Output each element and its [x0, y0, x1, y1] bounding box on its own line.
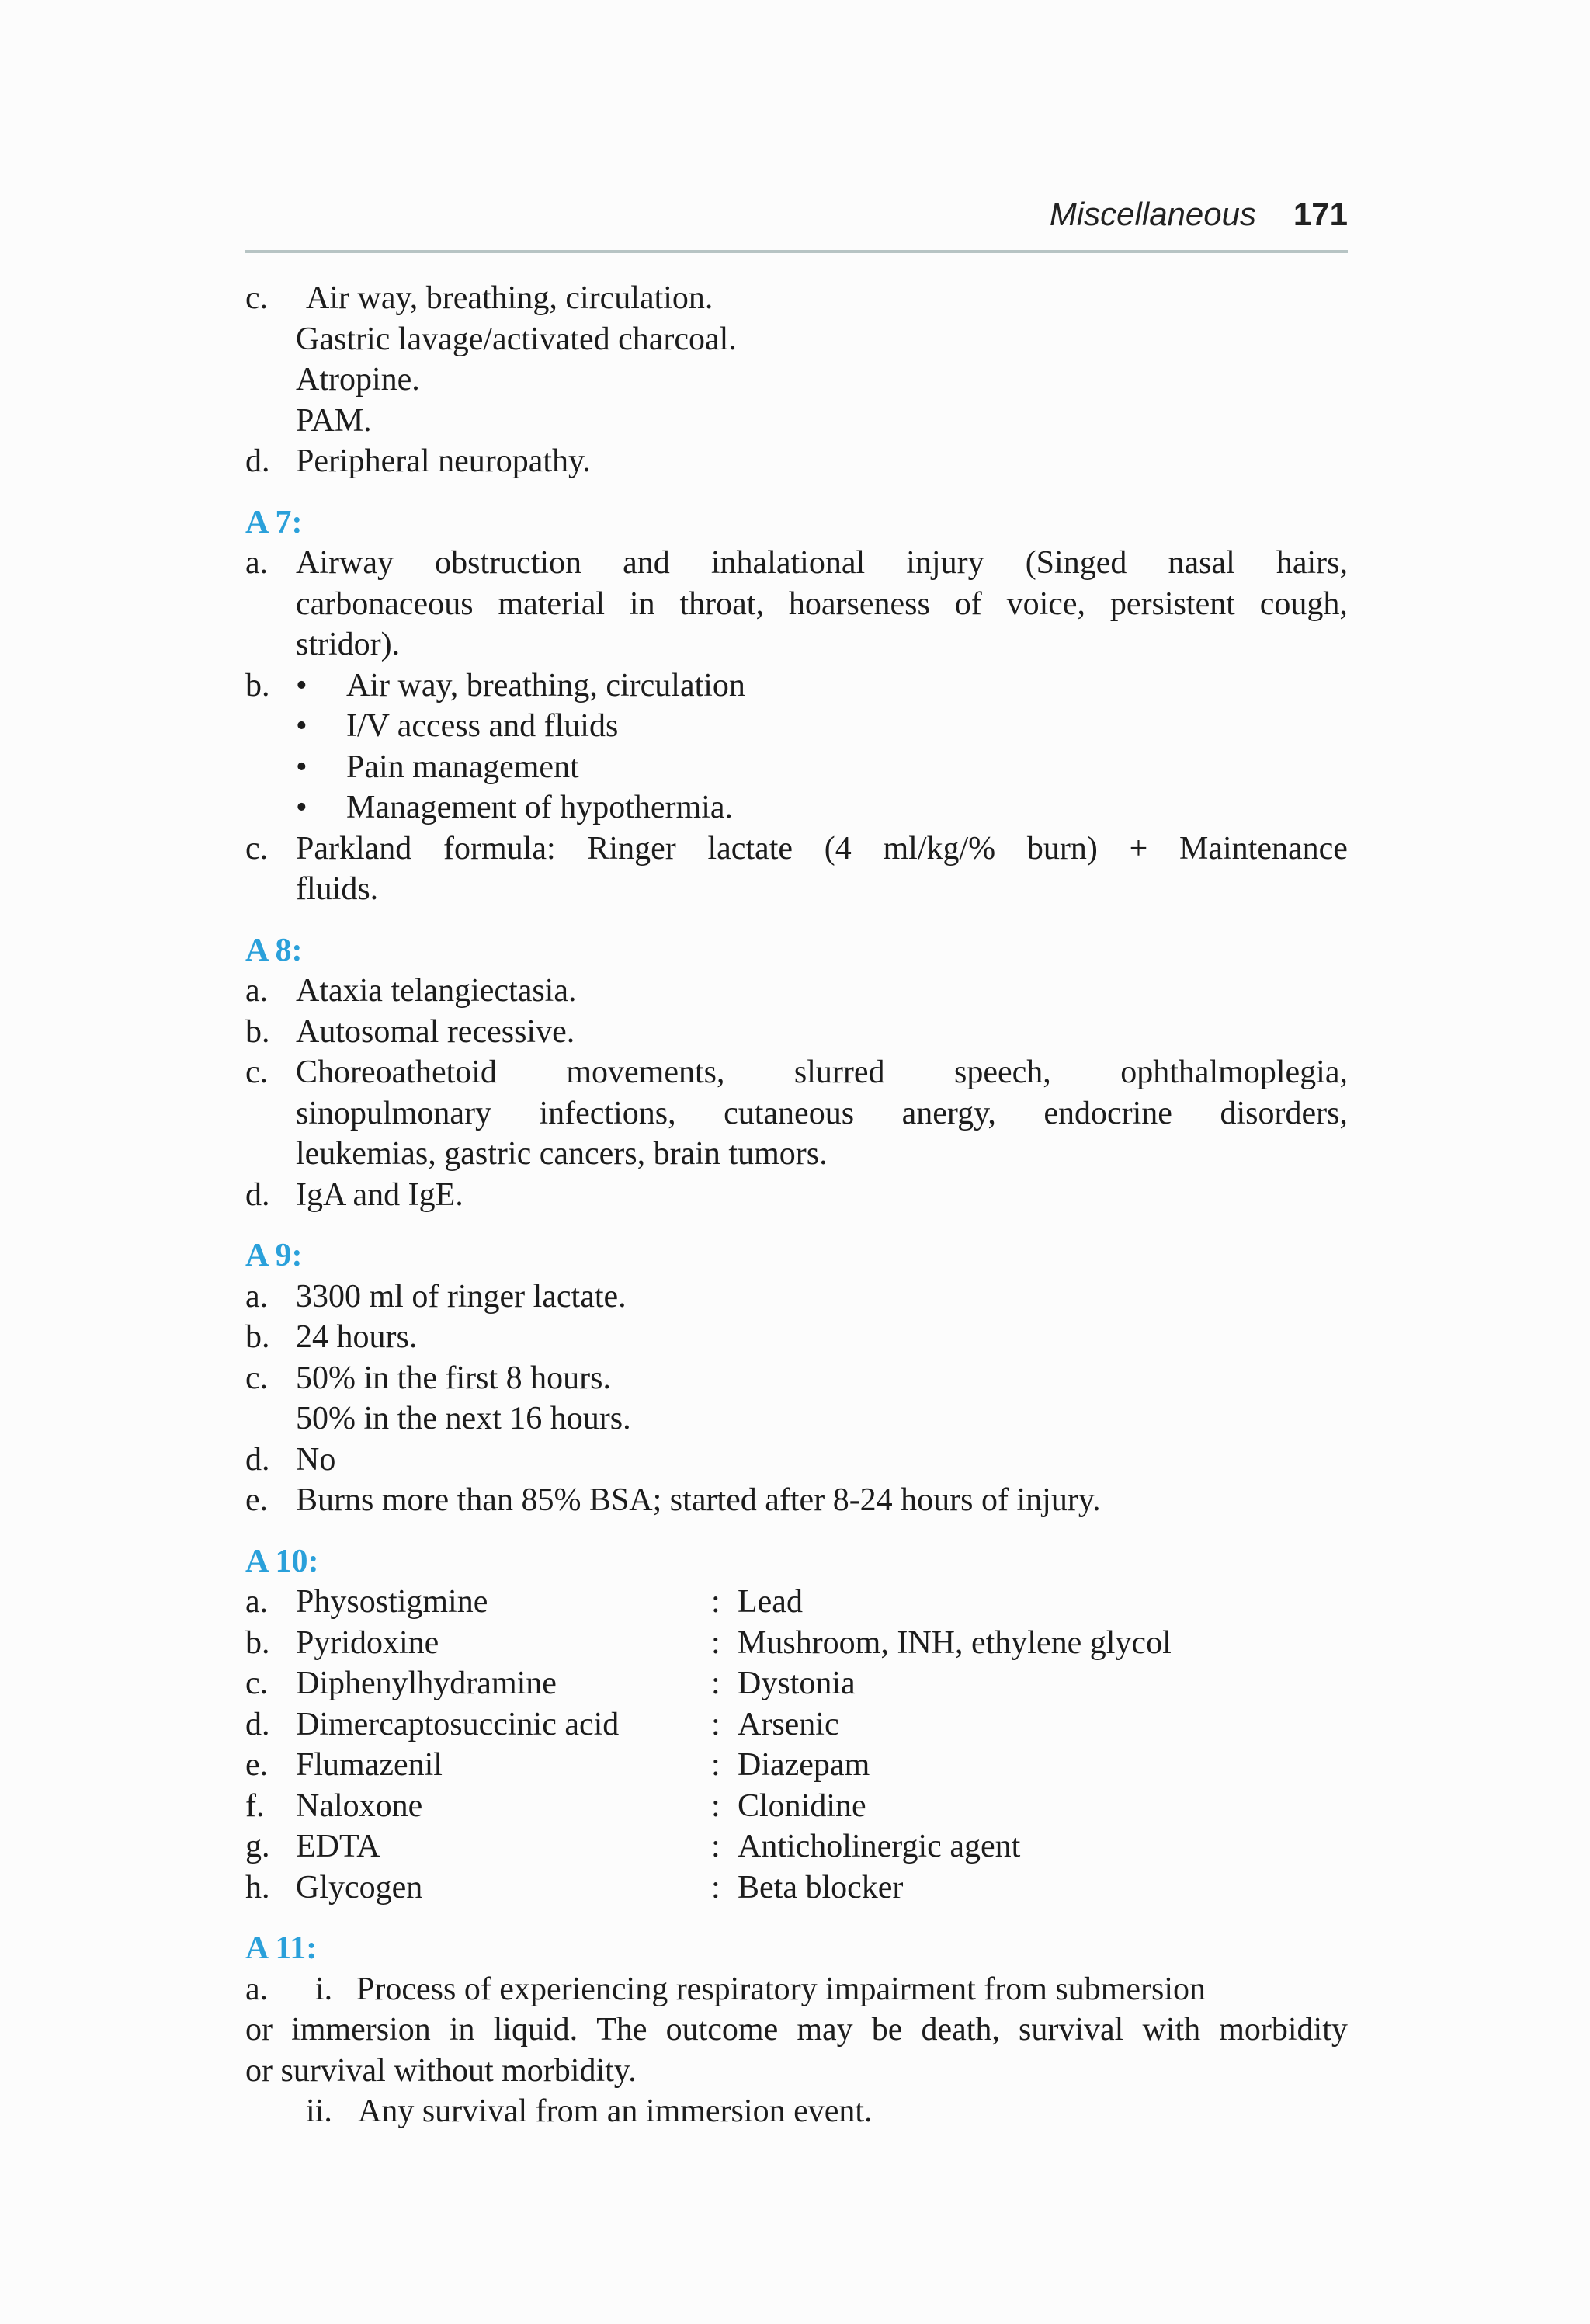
- bullet-item: • I/V access and fluids: [245, 706, 1348, 747]
- answer-heading-a10: A 10:: [245, 1543, 319, 1579]
- list-item-continued: 50% in the next 16 hours.: [296, 1401, 631, 1436]
- bullet-icon: •: [296, 667, 307, 703]
- justified-line: [245, 2010, 1348, 2051]
- word: Parkland: [296, 830, 412, 867]
- word: inhalational: [710, 545, 866, 581]
- word: cutaneous: [724, 1095, 855, 1131]
- word: hoarseness: [788, 585, 930, 622]
- header-rule: [245, 250, 1348, 253]
- word: persistent: [1109, 585, 1235, 622]
- list-item-continued: or survival without morbidity.: [245, 2052, 637, 2089]
- table-row: e. Flumazenil : Diazepam: [245, 1747, 870, 1783]
- section-title: Miscellaneous: [1049, 196, 1256, 232]
- justified-line: [296, 543, 1348, 584]
- list-item: d. Peripheral neuropathy.: [245, 443, 591, 479]
- word: voice,: [1006, 585, 1086, 622]
- word: (Singed: [1025, 545, 1127, 581]
- word: in: [449, 2012, 475, 2048]
- list-item-continued: PAM.: [296, 402, 372, 439]
- word: carbonaceous: [296, 585, 474, 622]
- word: Choreoathetoid: [296, 1054, 497, 1090]
- word: be: [871, 2012, 903, 2048]
- list-item: c. Parkland formula: Ringer lactate (4 ml/kg/% burn) + Maintenance: [245, 829, 1348, 870]
- answer-heading-a7: A 7:: [245, 504, 303, 540]
- word: obstruction: [435, 545, 582, 581]
- word: disorders,: [1220, 1095, 1348, 1131]
- word: +: [1129, 830, 1148, 867]
- word: ml/kg/%: [883, 830, 996, 867]
- word: endocrine: [1043, 1095, 1172, 1131]
- table-row: b. Pyridoxine : Mushroom, INH, ethylene glycol: [245, 1624, 1172, 1661]
- table-row: d. Dimercaptosuccinic acid : Arsenic: [245, 1706, 839, 1742]
- answer-text: [245, 278, 1348, 2132]
- list-item-continued: stridor).: [296, 627, 401, 662]
- word: infections,: [539, 1095, 676, 1131]
- word: speech,: [953, 1054, 1051, 1090]
- word: throat,: [679, 585, 764, 622]
- word: and: [623, 545, 670, 581]
- word: in: [629, 585, 655, 622]
- list-item: c. 50% in the first 8 hours.: [245, 1360, 611, 1396]
- word: slurred: [793, 1054, 885, 1090]
- table-row: h. Glycogen : Beta blocker: [245, 1869, 904, 1905]
- word: immersion: [291, 2012, 431, 2048]
- bullet-item: • Pain management: [245, 747, 1348, 788]
- word: may: [797, 2012, 853, 2048]
- bullet-icon: •: [296, 708, 307, 744]
- answer-heading-a9: A 9:: [245, 1238, 303, 1273]
- list-item: d. No: [245, 1441, 336, 1478]
- running-header: [245, 196, 1348, 241]
- list-item-continued: [245, 1093, 1348, 1134]
- list-item: b. • Air way, breathing, circulation: [245, 665, 1348, 707]
- list-item: ii. Any survival from an immersion event.: [306, 2093, 873, 2129]
- list-item-continued: Atropine.: [296, 362, 420, 398]
- bullet-item: • Management of hypothermia.: [245, 787, 1348, 829]
- word: death,: [921, 2012, 1000, 2048]
- word: lactate: [707, 830, 793, 867]
- word: of: [954, 585, 982, 622]
- list-item: e. Burns more than 85% BSA; started after 8-24 hours of injury.: [245, 1482, 1101, 1518]
- justified-line: [296, 829, 1348, 870]
- page-number: 171: [1293, 196, 1348, 232]
- word: nasal: [1168, 545, 1235, 581]
- table-row: g. EDTA : Anticholinergic agent: [245, 1829, 1021, 1864]
- word: sinopulmonary: [296, 1095, 491, 1131]
- justified-line: [296, 1093, 1348, 1134]
- word: cough,: [1259, 585, 1348, 622]
- table-row: a. Physostigmine : Lead: [245, 1584, 803, 1620]
- list-item-continued: leukemias, gastric cancers, brain tumors.: [296, 1136, 828, 1172]
- word: material: [498, 585, 606, 622]
- word: or: [245, 2012, 273, 2048]
- table-row: c. Diphenylhydramine : Dystonia: [245, 1666, 856, 1701]
- word: survival: [1019, 2012, 1124, 2048]
- word: Maintenance: [1179, 830, 1348, 867]
- word: anergy,: [901, 1095, 996, 1131]
- word: with: [1142, 2012, 1201, 2048]
- word: hairs,: [1276, 545, 1348, 581]
- bullet-icon: •: [296, 749, 307, 785]
- word: Ringer: [587, 830, 676, 867]
- list-item: a. i. Process of experiencing respiratory impairment from submersion: [245, 1971, 1206, 2007]
- list-item-continued: [245, 584, 1348, 625]
- word: outcome: [665, 2012, 779, 2048]
- list-item: c. Air way, breathing, circulation.: [245, 280, 713, 316]
- word: formula:: [443, 830, 556, 867]
- list-item-continued: fluids.: [296, 871, 379, 907]
- list-item: c. Choreoathetoid movements, slurred speech, ophthalmoplegia,: [245, 1052, 1348, 1093]
- word: liquid.: [493, 2012, 578, 2048]
- word: morbidity: [1219, 2012, 1348, 2048]
- list-item: a. Airway obstruction and inhalational injury (Singed nasal hairs,: [245, 543, 1348, 584]
- list-item-continued: Gastric lavage/activated charcoal.: [296, 321, 737, 357]
- answer-heading-a11: A 11:: [245, 1930, 318, 1966]
- word: movements,: [566, 1054, 725, 1090]
- list-item-continued: [245, 2010, 1348, 2051]
- antidote-match-table: [245, 1582, 1348, 1908]
- word: burn): [1026, 830, 1098, 867]
- list-item: b. 24 hours.: [245, 1319, 418, 1355]
- word: injury: [906, 545, 984, 581]
- list-item: a. Ataxia telangiectasia.: [245, 973, 577, 1009]
- word: ophthalmoplegia,: [1120, 1054, 1348, 1090]
- word: Airway: [296, 545, 394, 581]
- bullet-icon: •: [296, 790, 307, 825]
- list-item: a. 3300 ml of ringer lactate.: [245, 1278, 627, 1315]
- table-row: f. Naloxone : Clonidine: [245, 1787, 866, 1824]
- justified-line: [296, 1052, 1348, 1093]
- list-item: b. Autosomal recessive.: [245, 1013, 575, 1050]
- word: The: [596, 2012, 647, 2048]
- justified-line: [296, 584, 1348, 625]
- word: (4: [824, 830, 852, 867]
- list-item: d. IgA and IgE.: [245, 1176, 463, 1213]
- answer-heading-a8: A 8:: [245, 932, 303, 968]
